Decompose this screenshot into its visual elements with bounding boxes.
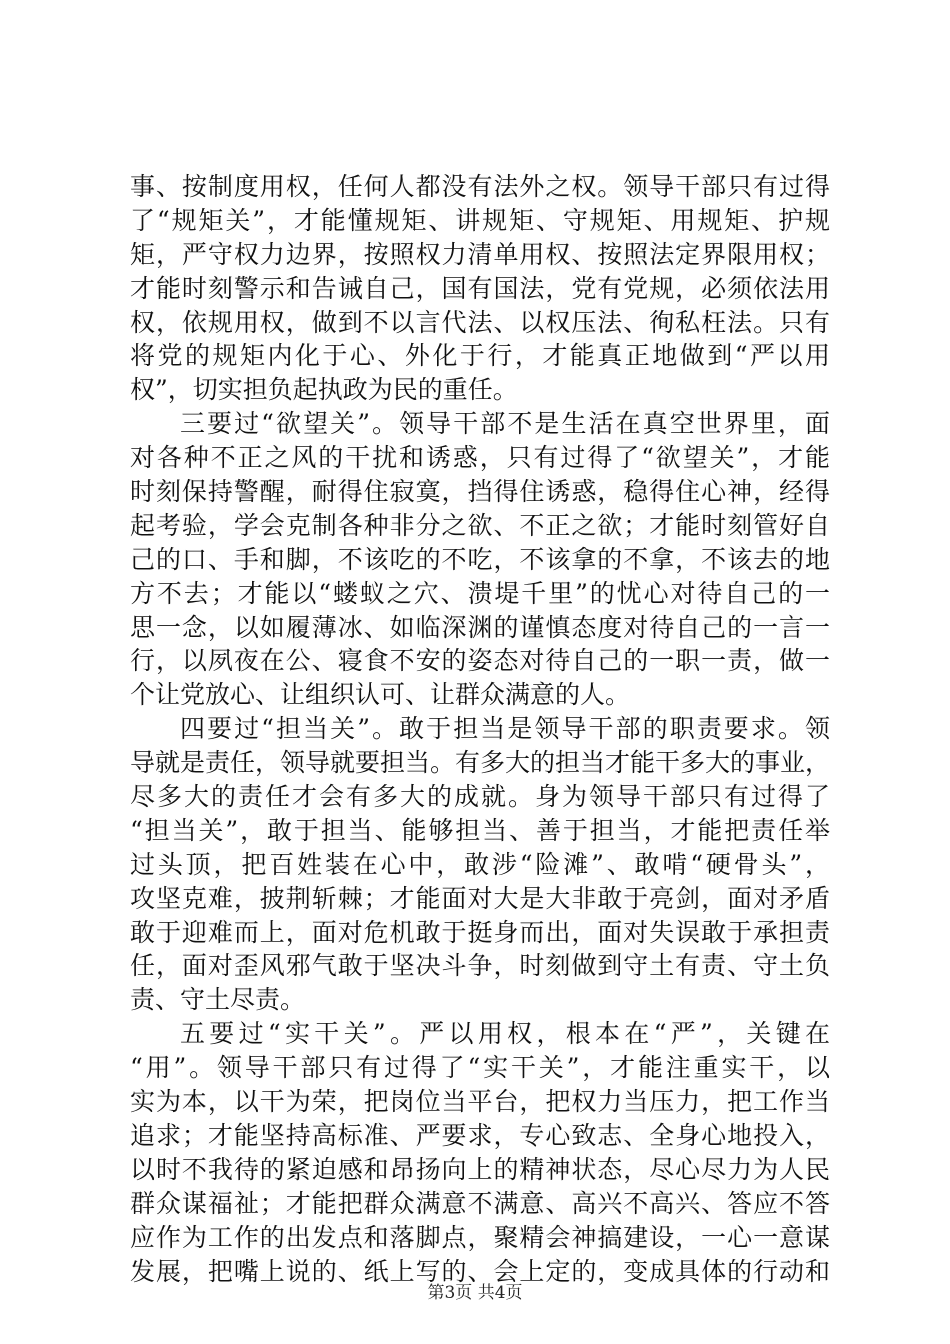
paragraph-start-line: 三要过“欲望关”。领导干部不是生活在真空世界里，面 bbox=[180, 409, 830, 439]
text-line: 才能时刻警示和告诫自己，国有国法，党有党规，必须依法用 bbox=[130, 273, 830, 303]
text-line: 发展，把嘴上说的、纸上写的、会上定的，变成具体的行动和 bbox=[130, 1256, 830, 1286]
text-line: 思一念，以如履薄冰、如临深渊的谨慎态度对待自己的一言一 bbox=[130, 612, 830, 642]
text-line: “担当关”，敢于担当、能够担当、善于担当，才能把责任举 bbox=[130, 815, 830, 845]
text-line: 将党的规矩内化于心、外化于行，才能真正地做到“严以用 bbox=[130, 341, 830, 371]
text-line: 行，以夙夜在公、寝食不安的姿态对待自己的一职一责，做一 bbox=[130, 646, 830, 676]
text-line: 攻坚克难，披荆斩棘；才能面对大是大非敢于亮剑，面对矛盾 bbox=[130, 883, 830, 913]
text-line: 尽多大的责任才会有多大的成就。身为领导干部只有过得了 bbox=[130, 782, 830, 812]
text-line: 应作为工作的出发点和落脚点，聚精会神搞建设，一心一意谋 bbox=[130, 1222, 830, 1252]
paragraph-start-line: 四要过“担当关”。敢于担当是领导干部的职责要求。领 bbox=[180, 714, 830, 744]
paragraph-start-line: 五要过“实干关”。严以用权，根本在“严”，关键在 bbox=[180, 1019, 830, 1049]
text-line: 事、按制度用权，任何人都没有法外之权。领导干部只有过得 bbox=[130, 172, 830, 201]
text-line: 己的口、手和脚，不该吃的不吃，不该拿的不拿，不该去的地 bbox=[130, 544, 830, 574]
text-line: 过头顶，把百姓装在心中，敢涉“险滩”、敢啃“硬骨头”， bbox=[130, 849, 830, 879]
text-line: 对各种不正之风的干扰和诱惑，只有过得了“欲望关”，才能 bbox=[130, 443, 830, 473]
text-line: 敢于迎难而上，面对危机敢于挺身而出，面对失误敢于承担责 bbox=[130, 917, 830, 947]
text-line: 起考验，学会克制各种非分之欲、不正之欲；才能时刻管好自 bbox=[130, 510, 830, 540]
text-line: 群众谋福祉；才能把群众满意不满意、高兴不高兴、答应不答 bbox=[130, 1188, 830, 1218]
text-line: 任，面对歪风邪气敢于坚决斗争，时刻做到守土有责、守土负 bbox=[130, 951, 830, 981]
text-line: 权”，切实担负起执政为民的重任。 bbox=[130, 375, 518, 405]
text-line: 了“规矩关”，才能懂规矩、讲规矩、守规矩、用规矩、护规 bbox=[130, 205, 830, 235]
text-line: 时刻保持警醒，耐得住寂寞，挡得住诱惑，稳得住心神，经得 bbox=[130, 477, 830, 507]
text-line: 矩，严守权力边界，按照权力清单用权、按照法定界限用权； bbox=[130, 239, 830, 269]
text-line: 导就是责任，领导就要担当。有多大的担当才能干多大的事业， bbox=[130, 748, 831, 778]
text-line: 实为本，以干为荣，把岗位当平台，把权力当压力，把工作当 bbox=[130, 1087, 830, 1117]
page-number-footer: 第3页 共4页 bbox=[427, 1283, 523, 1303]
document-body bbox=[130, 170, 830, 1288]
text-line: 追求；才能坚持高标准、严要求，专心致志、全身心地投入， bbox=[130, 1120, 830, 1150]
text-line: 权，依规用权，做到不以言代法、以权压法、徇私枉法。只有 bbox=[130, 307, 830, 337]
text-line: “用”。领导干部只有过得了“实干关”，才能注重实干，以 bbox=[130, 1053, 830, 1083]
text-line: 个让党放心、让组织认可、让群众满意的人。 bbox=[130, 680, 631, 710]
text-line: 责、守土尽责。 bbox=[130, 985, 306, 1015]
text-line: 方不去；才能以“蝼蚁之穴、溃堤千里”的忧心对待自己的一 bbox=[130, 578, 830, 608]
text-line: 以时不我待的紧迫感和昂扬向上的精神状态，尽心尽力为人民 bbox=[130, 1154, 830, 1184]
